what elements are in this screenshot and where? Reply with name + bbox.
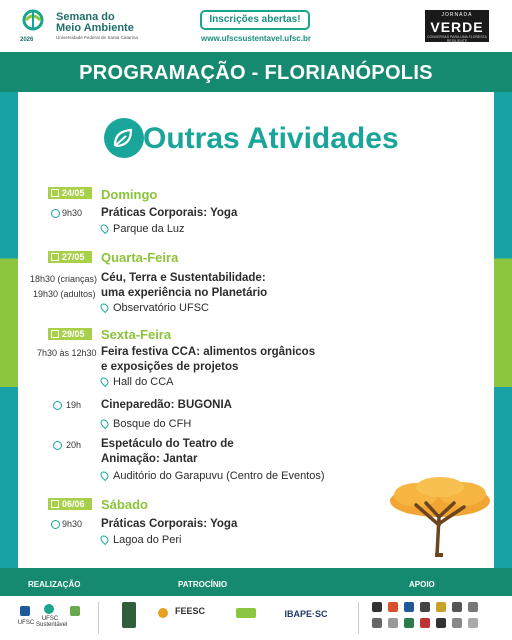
leaf-icon [104,118,144,158]
weekday-label: Sábado [101,497,148,512]
event-place [101,223,185,235]
weekday-label: Sexta-Feira [101,327,172,342]
support-logo-icon [420,602,430,612]
weekday-label: Domingo [101,187,158,202]
support-logo-icon [468,618,478,628]
event-title: uma experiência no Planetário [101,287,268,299]
clock-icon [51,520,60,529]
event-place-text: Parque da Luz [113,223,185,235]
date-label: 27/05 [62,252,85,262]
event-time: 9h30 [62,519,83,529]
support-logo-icon [436,618,446,628]
date-badge [48,498,92,510]
calendar-icon [51,253,59,261]
ufsc-sustentavel-icon [44,604,54,614]
support-logo-icon [420,618,430,628]
sponsors-strip [0,596,512,640]
sponsor-ibape: IBAPE·SC [284,609,328,619]
support-logo-icon [388,618,398,628]
event-title: Práticas Corporais: Yoga [101,207,238,219]
event-title: Feira festiva CCA: alimentos orgânicos [101,346,316,358]
event-place [101,376,174,388]
feesc-logo-icon [158,608,168,618]
event-place [101,302,209,314]
date-badge [48,251,92,263]
right-stripe [494,92,512,568]
support-logo-icon [436,602,446,612]
event-place-text: Lagoa do Peri [113,534,182,546]
calendar-icon [51,189,59,197]
date-badge [48,328,92,340]
location-pin-icon [99,223,110,234]
location-pin-icon [99,418,110,429]
location-pin-icon [99,376,110,387]
left-stripe [0,92,18,568]
event-place [101,534,182,546]
calendar-icon [51,330,59,338]
schedule-panel [18,92,494,568]
sponsor-feesc: FEESC [174,606,205,616]
support-logo-icon [388,602,398,612]
date-label: 24/05 [62,188,85,198]
event-title: Cineparedão: BUGONIA [101,399,232,411]
patrocinio-label: PATROCÍNIO [178,580,228,589]
support-logo-icon [404,618,414,628]
location-pin-icon [99,470,110,481]
event-title: Animação: Jantar [101,453,198,465]
event-time: 9h30 [62,208,83,218]
registrations-open-button[interactable]: Inscrições abertas! [200,10,310,30]
event-time: 19h30 (adultos) [33,289,96,299]
support-logo-icon [452,618,462,628]
top-header [0,0,512,52]
date-badge [48,187,92,199]
support-logo-icon [372,618,382,628]
clock-icon [51,209,60,218]
clock-icon [53,401,62,410]
badge-main: VERDE [430,19,484,35]
ufsc-crest-icon [20,606,30,616]
partner-logo-icon [70,606,80,616]
location-pin-icon [99,534,110,545]
fapeu-logo-icon [122,602,136,628]
sponsor-ufsc-sustentavel: UFSC Sustentável [36,616,68,628]
logo-year: 2026 [20,37,34,43]
divider [358,602,359,634]
event-logo[interactable] [18,8,168,44]
jornada-verde-badge [425,10,489,42]
partner-logo-icon [236,608,256,618]
date-label: 29/05 [62,329,85,339]
event-title: Céu, Terra e Sustentabilidade: [101,272,266,284]
sponsor-ufsc: UFSC [17,620,35,626]
event-place-text: Auditório do Garapuvu (Centro de Eventos) [113,470,325,482]
event-time: 19h [66,400,82,410]
date-label: 06/06 [62,499,85,509]
logo-title-line1: Semana do [56,11,115,23]
logo-title [56,12,134,34]
badge-sub: CONVERSAS PARA UMA FLORESTA RESILIENTE [427,35,487,43]
event-place [101,470,325,482]
event-title: Espetáculo do Teatro de [101,438,234,450]
location-pin-icon [99,302,110,313]
event-time: 18h30 (crianças) [30,274,98,284]
footer-band [0,568,512,596]
realizacao-label: REALIZAÇÃO [28,580,81,589]
support-logo-icon [372,602,382,612]
clock-icon [53,441,62,450]
event-title: Práticas Corporais: Yoga [101,518,238,530]
logo-title-line2: Meio Ambiente [56,22,134,34]
page-title: PROGRAMAÇÃO - FLORIANÓPOLIS [79,62,433,84]
event-place [101,418,191,430]
support-logo-icon [404,602,414,612]
title-band [0,52,512,92]
site-link[interactable]: www.ufscsustentavel.ufsc.br [201,34,311,43]
event-time: 7h30 às 12h30 [37,348,97,358]
event-time: 20h [66,440,82,450]
support-logo-icon [468,602,478,612]
tree-illustration [386,477,494,557]
badge-top: JORNADA [441,12,473,18]
apoio-label: APOIO [409,580,435,589]
event-title: e exposições de projetos [101,361,239,373]
support-logo-icon [452,602,462,612]
weekday-label: Quarta-Feira [101,250,179,265]
event-place-text: Bosque do CFH [113,418,192,430]
calendar-icon [51,500,59,508]
event-place-text: Observatório UFSC [113,302,209,314]
section-title: Outras Atividades [143,122,399,155]
logo-subtitle: Universidade Federal de Santa Catarina [56,35,138,40]
event-place-text: Hall do CCA [113,376,174,388]
divider [98,602,99,634]
